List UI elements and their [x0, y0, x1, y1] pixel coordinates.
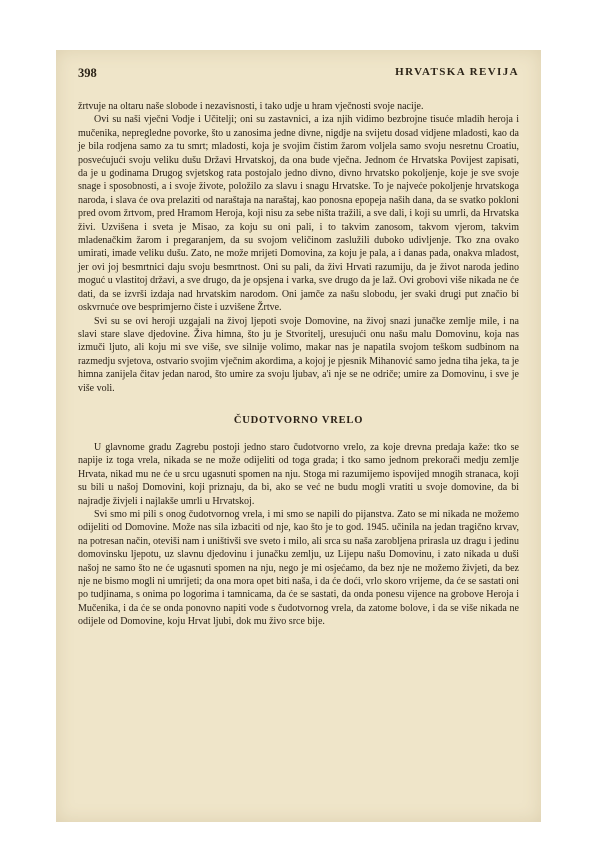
paragraph: žrtvuje na oltaru naše slobode i nezavisnosti, i tako udje u hram vječnosti svoje nacije. [78, 101, 424, 112]
book-page [56, 50, 541, 822]
page-header [78, 66, 519, 84]
paragraph: Ovi su naši vječni Vodje i Učitelji; oni su zastavnici, a iza njih vidimo bezbrojne tisuće mladih heroja i mučenika, nepregledne povorke, što u zanosima jedne divne, nigdje na svijetu dosad vidjene mladosti, kao da je bila rodjena samo za tu smrt; mladosti, koja je svojim čistim žarom voljela samo svoju nesretnu Croatiu, posvećujući svoju veliku dušu Državi Hrvatskoj, da ona bude vječna. Jednom će Hrvatska Povijest zapisati, da je u godinama Drugog svjetskog rata postojalo jedno divno, divno hrvatsko pokoljenje, koje je sve svoje snage i sposobnosti, a i svoje živote, položilo za slavu i snagu Hrvatske. To je najveće pokoljenje hrvatskoga naroda, i slava će ova prelaziti od naraštaja na naraštaj, kao ponosna epopeja naših dana, da se svatko pokloni pred ovom žrtvom, pred Hramom Heroja, koji nisu za sebe ništa tražili, a sve dali, i koji su umrli, da Hrvatska živi. Uzvišena i sveta je Misao, za koju su oni pali, i to takvim zanosom, takvom vjerom, takvim mladenačkim žarom i pregaranjem, da su svojom veličinom zaslužili duboko udivljenje. Tko zna ovako umirati, imade veliku dušu. Zato, ne može mrijeti Domovina, za koju je pala, a i danas pada, onakva mladost, jer ovi joj besmrtnici daju svoju besmrtnost. Oni su pali, da živi Hrvati razumiju, da je život naroda jedino moguć u vlastitoj državi, a sve drugo, da je opsjena i varka, sve drugo da je laž. Ovi grobovi više nikada ne će dati, da se izvrši izdaja nad hrvatskim narodom. Oni jamče za našu slobodu, jer svaki drugi put značio bi oskvrnuće ove besprimjerno čiste i uzvišene Žrtve. [78, 114, 519, 314]
paragraph: U glavnome gradu Zagrebu postoji jedno staro čudotvorno vrelo, za koje drevna predaja kaže: tko se napije iz toga vrela, nikada se ne može odijeliti od toga grada; i tko samo jednom prekorači medju zemlje Hrvata, nikad mu ne će u srcu ugasnuti spomen na nju. Stoga mi razumijemo ispovijed mnogih stranaca, koji su bili u našoj Domovini, koji priznaju, da bi, ako se već ne budu mogli vratiti u svoje domovine, da bi najradje živjeli i najlakše umrli u Hrvatskoj. [78, 441, 519, 507]
page-number: 398 [78, 66, 97, 80]
paragraph: Svi su se ovi heroji uzgajali na živoj ljepoti svoje Domovine, na živoj snazi junačke zemlje mile, i na slavi stare slave djedovine. Živa himna, što ju je Stvoritelj, uresujući onu našu malu Domovinu, koja nas izmuči ljuto, ali koju mi sve više, sve silnije volimo, makar nas je napatila svojom teškom sudbinom na razmedju svjetova, ostvario svojim vječnim akordima, a kojoj je pjesnik Mihanović samo jedna tiha jeka, ta je himna zanijela čitav jedan narod, što umire za svoju ljubav, a'i nje se ne odriče; umire za Domovinu, i sve je više voli. [78, 315, 519, 394]
body-text [78, 100, 519, 629]
section-heading: ČUDOTVORNO VRELO [233, 414, 364, 426]
paragraph: Svi smo mi pili s onog čudotvornog vrela, i mi smo se napili do pijanstva. Zato se mi nikada ne možemo odijeliti od Domovine. Može nas sila izbaciti od nje, kao što je to god. 1945. učinila na jedan tragično krvav, na potresan način, oteviši nam i uništivši sve sveto i milo, ali srca su naša zarobljena prirasla uz dragu i jedinu domovinsku ljepotu, uz slavnu djedovinu i junačku zemlju, uz Lijepu našu Domovinu, i zato nikada u duši našoj ne samo što ne će ugasnuti spomen na nju, nego je mi osjećamo, da bez nje ne možemo živjeti, da bez nje ne bismo mogli ni umrijeti; da ona mora opet biti naša, i da će doći, vrlo skoro vrijeme, da će se sastati oni po tudjinama, s onima po logorima i tamnicama, da će se sastati, da onda ponesu vijence na grobove Heroja i Mučenika, i da će se onda ponovno napiti vode s čudotvornog vrela, da zatome bolove, i da se više nikada ne odijele od Domovine, koju Hrvat ljubi, dok mu živo srce bije. [78, 508, 520, 628]
running-head: HRVATSKA REVIJA [395, 66, 519, 78]
